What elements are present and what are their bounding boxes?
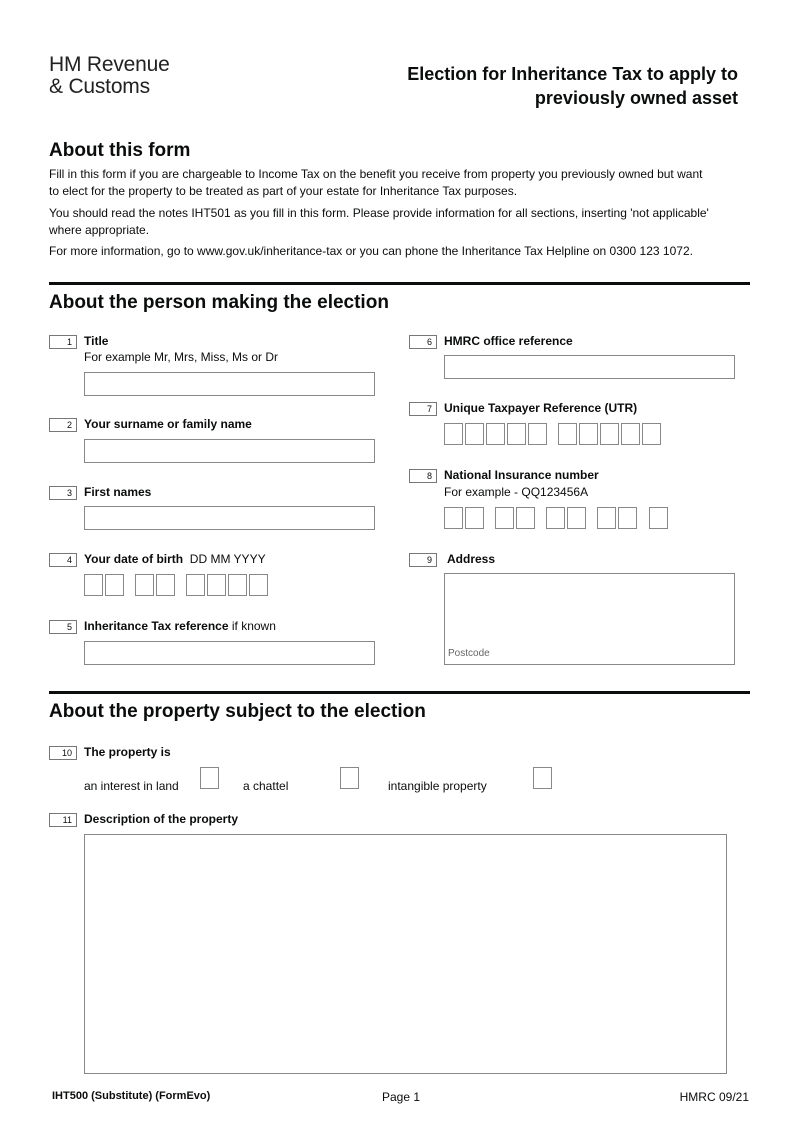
ni-char-2[interactable] bbox=[465, 507, 484, 529]
person-section-heading: About the person making the election bbox=[49, 292, 389, 313]
dob-month-2[interactable] bbox=[156, 574, 175, 596]
question-number-11: 11 bbox=[49, 813, 77, 827]
iht-reference-label: Inheritance Tax reference if known bbox=[84, 619, 276, 633]
logo-line-1: HM Revenue bbox=[49, 53, 170, 76]
address-input[interactable] bbox=[444, 573, 735, 665]
ni-char-1[interactable] bbox=[444, 507, 463, 529]
question-number-9: 9 bbox=[409, 553, 437, 567]
title-hint: For example Mr, Mrs, Miss, Ms or Dr bbox=[84, 350, 279, 364]
ni-char-7[interactable] bbox=[597, 507, 616, 529]
question-number-3: 3 bbox=[49, 486, 77, 500]
dob-year-1[interactable] bbox=[186, 574, 205, 596]
question-number-8: 8 bbox=[409, 469, 437, 483]
question-number-6: 6 bbox=[409, 335, 437, 349]
option-chattel-label: a chattel bbox=[243, 779, 289, 793]
section-divider bbox=[49, 691, 750, 694]
about-form-heading: About this form bbox=[49, 140, 191, 161]
utr-digit-4[interactable] bbox=[507, 423, 526, 445]
footer-form-id: IHT500 (Substitute) (FormEvo) bbox=[52, 1090, 211, 1102]
document-title bbox=[318, 62, 738, 110]
iht-reference-hint: if known bbox=[231, 619, 276, 633]
utr-label: Unique Taxpayer Reference (UTR) bbox=[444, 401, 638, 415]
property-type-label: The property is bbox=[84, 745, 171, 759]
ni-char-3[interactable] bbox=[495, 507, 514, 529]
first-names-input[interactable] bbox=[84, 506, 375, 530]
logo-line-2: & Customs bbox=[49, 75, 150, 98]
property-description-label: Description of the property bbox=[84, 812, 239, 826]
utr-digit-5[interactable] bbox=[528, 423, 547, 445]
dob-month-1[interactable] bbox=[135, 574, 154, 596]
property-section-heading: About the property subject to the election bbox=[49, 701, 426, 722]
ni-char-6[interactable] bbox=[567, 507, 586, 529]
utr-digit-2[interactable] bbox=[465, 423, 484, 445]
dob-day-2[interactable] bbox=[105, 574, 124, 596]
ni-char-8[interactable] bbox=[618, 507, 637, 529]
dob-year-2[interactable] bbox=[207, 574, 226, 596]
footer-version: HMRC 09/21 bbox=[679, 1090, 749, 1104]
dob-day-1[interactable] bbox=[84, 574, 103, 596]
utr-digit-10[interactable] bbox=[642, 423, 661, 445]
question-number-7: 7 bbox=[409, 402, 437, 416]
document-title-line-2: previously owned asset bbox=[534, 88, 738, 108]
surname-label: Your surname or family name bbox=[84, 417, 252, 431]
hmrc-logo bbox=[49, 54, 170, 98]
surname-input[interactable] bbox=[84, 439, 375, 463]
first-names-label: First names bbox=[84, 485, 152, 499]
question-number-10: 10 bbox=[49, 746, 77, 760]
option-intangible-property-label: intangible property bbox=[388, 779, 487, 793]
title-label: Title bbox=[84, 334, 109, 348]
dob-year-4[interactable] bbox=[249, 574, 268, 596]
postcode-label: Postcode bbox=[448, 648, 490, 659]
date-of-birth-label: Your date of birth DD MM YYYY bbox=[84, 552, 266, 566]
ni-char-5[interactable] bbox=[546, 507, 565, 529]
date-of-birth-hint: DD MM YYYY bbox=[189, 552, 266, 566]
utr-digit-7[interactable] bbox=[579, 423, 598, 445]
ni-char-9[interactable] bbox=[649, 507, 668, 529]
utr-digit-6[interactable] bbox=[558, 423, 577, 445]
utr-digit-8[interactable] bbox=[600, 423, 619, 445]
document-title-line-1: Election for Inheritance Tax to apply to bbox=[407, 64, 738, 84]
utr-digit-1[interactable] bbox=[444, 423, 463, 445]
utr-digit-3[interactable] bbox=[486, 423, 505, 445]
section-divider bbox=[49, 282, 750, 285]
hmrc-office-reference-label: HMRC office reference bbox=[444, 334, 573, 348]
footer-page-number: Page 1 bbox=[382, 1090, 421, 1104]
ni-char-4[interactable] bbox=[516, 507, 535, 529]
interest-in-land-checkbox[interactable] bbox=[200, 767, 219, 789]
about-form-para-3: For more information, go to www.gov.uk/inheritance-tax or you can phone the Inheritance Tax Helpline on 0300 123 1072. bbox=[49, 244, 693, 258]
property-description-input[interactable] bbox=[84, 834, 727, 1074]
about-form-para-2: You should read the notes IHT501 as you fill in this form. Please provide information for all sections, inserting 'not applicable' where appropriate. bbox=[49, 206, 709, 237]
question-number-1: 1 bbox=[49, 335, 77, 349]
intangible-property-checkbox[interactable] bbox=[533, 767, 552, 789]
title-input[interactable] bbox=[84, 372, 375, 396]
iht-reference-input[interactable] bbox=[84, 641, 375, 665]
address-label: Address bbox=[447, 552, 496, 566]
option-interest-in-land-label: an interest in land bbox=[84, 779, 179, 793]
question-number-4: 4 bbox=[49, 553, 77, 567]
dob-year-3[interactable] bbox=[228, 574, 247, 596]
ni-number-hint: For example - QQ123456A bbox=[444, 485, 589, 499]
ni-number-label: National Insurance number bbox=[444, 468, 599, 482]
about-form-para-1: Fill in this form if you are chargeable to Income Tax on the benefit you receive from property you previously owned but want to elect for the property to be treated as part of your estate for Inheritance Tax purposes. bbox=[49, 167, 703, 198]
hmrc-office-reference-input[interactable] bbox=[444, 355, 735, 379]
utr-digit-9[interactable] bbox=[621, 423, 640, 445]
chattel-checkbox[interactable] bbox=[340, 767, 359, 789]
question-number-2: 2 bbox=[49, 418, 77, 432]
question-number-5: 5 bbox=[49, 620, 77, 634]
